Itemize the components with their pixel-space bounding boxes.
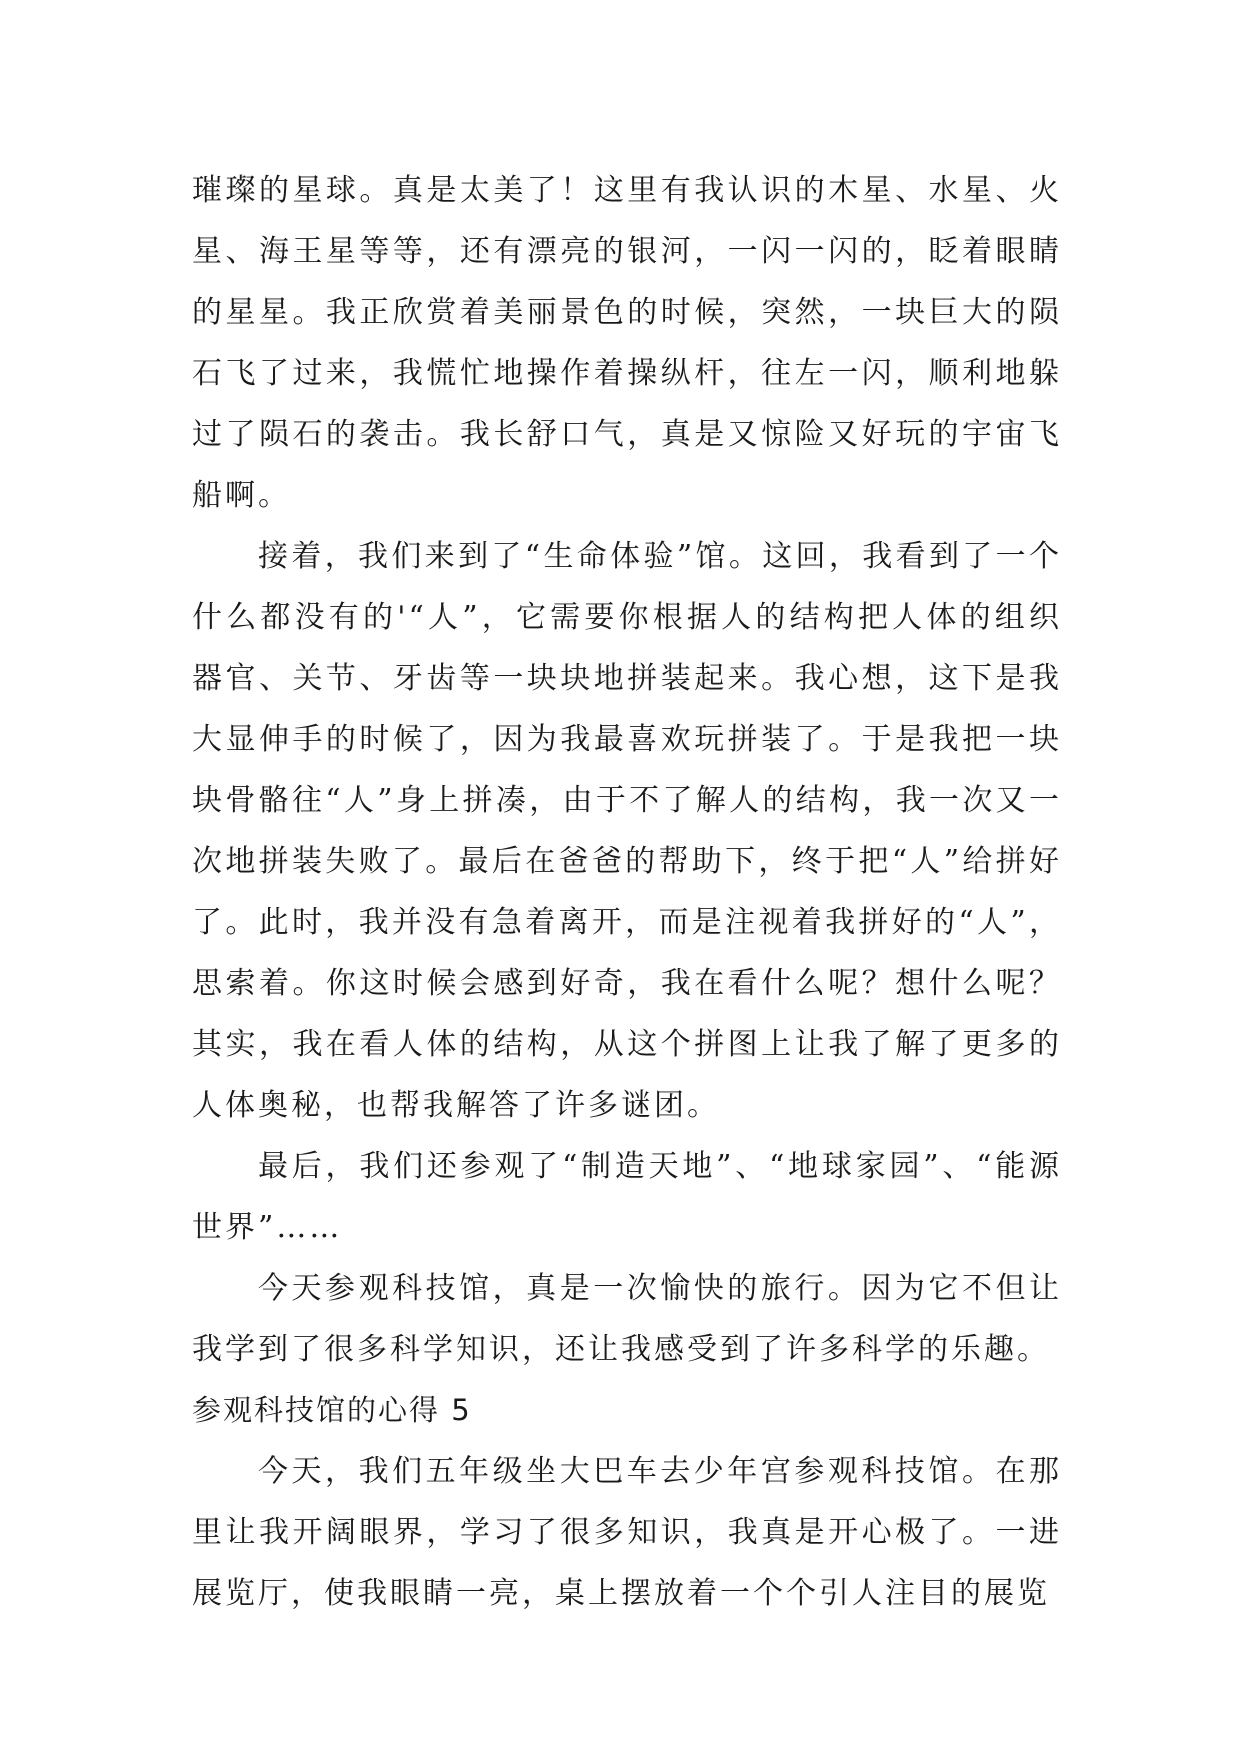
paragraph-fifth-grade-visit: 今天，我们五年级坐大巴车去少年宫参观科技馆。在那里让我开阔眼界，学习了很多知识，我真是开心极了。一进展览厅，使我眼睛一亮，桌上摆放着一个个引人注目的展览: [192, 1454, 1062, 1611]
section-heading: 参观科技馆的心得 5: [192, 1393, 472, 1427]
paragraph-space-ride: 璀璨的星球。真是太美了！这里有我认识的木星、水星、火星、海王星等等，还有漂亮的银河，一闪一闪的，眨着眼睛的星星。我正欣赏着美丽景色的时候，突然，一块巨大的陨石飞了过来，我慌忙地操作着操纵杆，往左一闪，顺利地躲过了陨石的袭击。我长舒口气，真是又惊险又好玩的宇宙飞船啊。: [192, 173, 1062, 513]
document-body: [192, 160, 1062, 1624]
paragraph-conclusion: 今天参观科技馆，真是一次愉快的旅行。因为它不但让我学到了很多科学知识，还让我感受到了许多科学的乐趣。: [192, 1271, 1062, 1367]
paragraph-other-halls: 最后，我们还参观了“制造天地”、“地球家园”、“能源世界”……: [192, 1149, 1062, 1245]
paragraph-life-experience-hall: 接着，我们来到了“生命体验”馆。这回，我看到了一个什么都没有的'“人”，它需要你根据人的结构把人体的组织器官、关节、牙齿等一块块地拼装起来。我心想，这下是我大显伸手的时候了，因为我最喜欢玩拼装了。于是我把一块块骨骼往“人”身上拼凑，由于不了解人的结构，我一次又一次地拼装失败了。最后在爸爸的帮助下，终于把“人”给拼好了。此时，我并没有急着离开，而是注视着我拼好的“人”，思索着。你这时候会感到好奇，我在看什么呢？想什么呢？其实，我在看人体的结构，从这个拼图上让我了解了更多的人体奥秘，也帮我解答了许多谜团。: [192, 539, 1062, 1123]
